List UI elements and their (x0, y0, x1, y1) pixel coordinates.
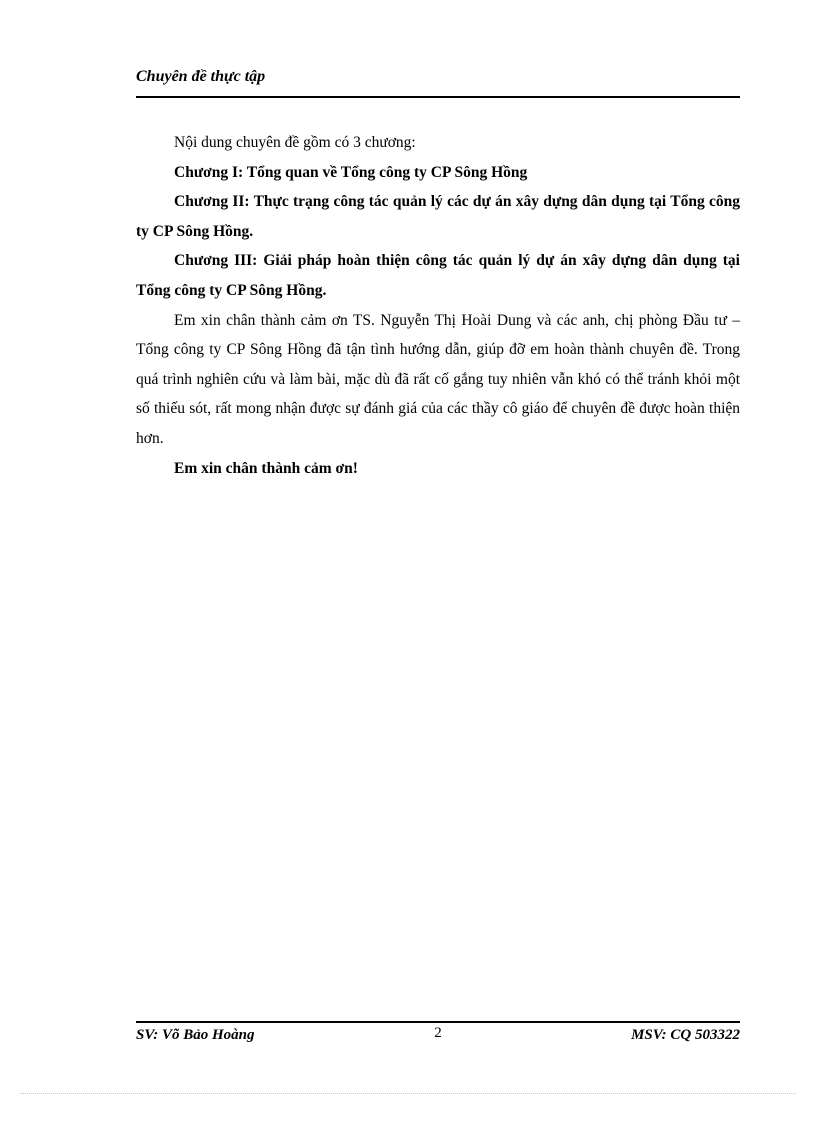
footer-divider (136, 1021, 740, 1023)
footer-student-id: MSV: CQ 503322 (631, 1027, 740, 1043)
page-boundary (20, 1093, 796, 1094)
document-body (136, 128, 740, 483)
page-header (136, 66, 740, 98)
intro-paragraph: Nội dung chuyên đề gồm có 3 chương: (174, 134, 416, 151)
footer-student-name: SV: Võ Bảo Hoàng (136, 1027, 255, 1043)
header-title: Chuyên đề thực tập (136, 68, 266, 85)
chapter-2-paragraph: Chương II: Thực trạng công tác quản lý các dự án xây dựng dân dụng tại Tổng công ty CP Sông Hồng. (136, 193, 740, 240)
chapter-1-paragraph: Chương I: Tổng quan về Tổng công ty CP Sông Hồng (174, 163, 528, 181)
thanks-paragraph: Em xin chân thành cảm ơn! (174, 459, 358, 477)
acknowledgement-paragraph: Em xin chân thành cảm ơn TS. Nguyễn Thị Hoài Dung và các anh, chị phòng Đầu tư – Tổng công ty CP Sông Hồng đã tận tình hướng dẫn, giúp đỡ em hoàn thành chuyên đề. Trong quá trình nghiên cứu và làm bài, mặc dù đã rất cố gắng tuy nhiên vẫn khó có thể tránh khỏi một số thiếu sót, rất mong nhận được sự đánh giá của các thầy cô giáo để chuyên đề được hoàn thiện hơn. (136, 311, 740, 447)
page-number: 2 (434, 1025, 442, 1041)
chapter-3-paragraph: Chương III: Giải pháp hoàn thiện công tác quản lý dự án xây dựng dân dụng tại Tổng công ty CP Sông Hồng. (136, 252, 740, 299)
